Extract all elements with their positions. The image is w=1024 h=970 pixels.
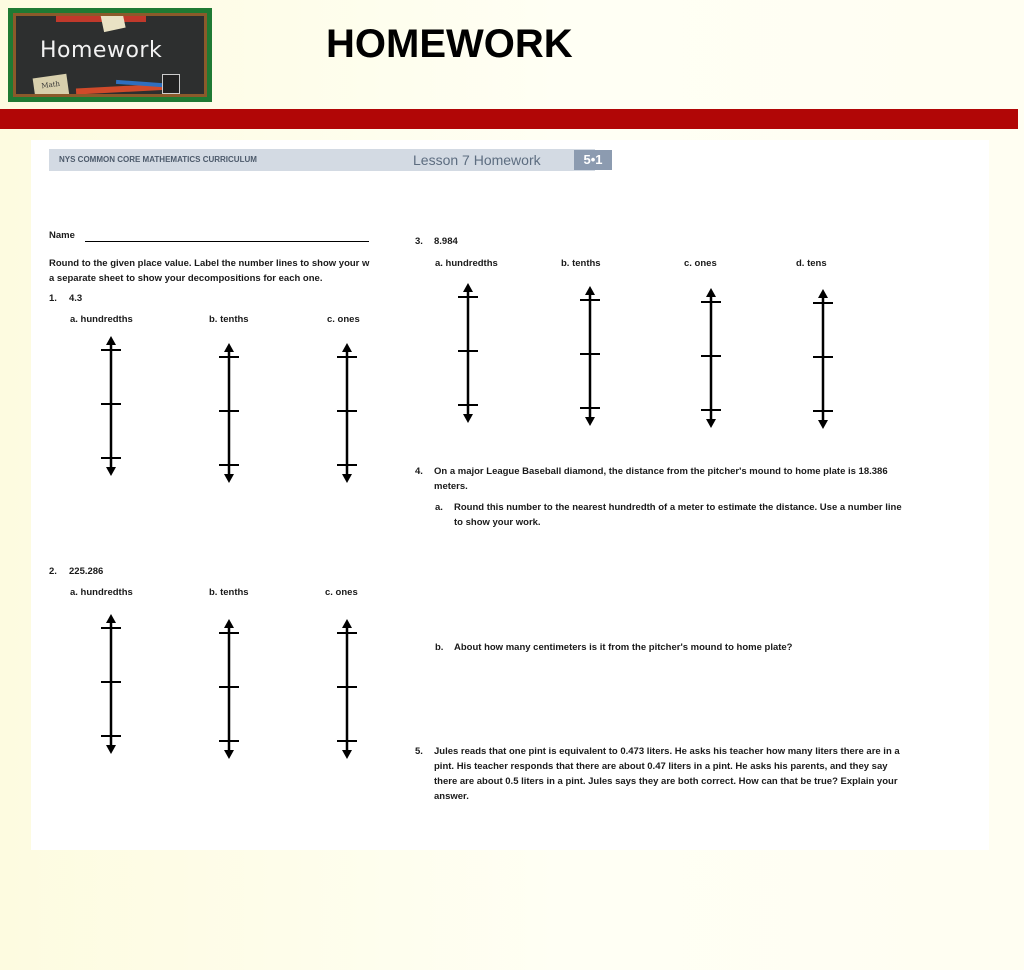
q5-line-3: there are about 0.5 liters in a pint. Jules says they are both correct. How can that be true? Explain your <box>434 776 898 787</box>
lesson-title: Lesson 7 Homework <box>413 152 541 168</box>
q3-part-b: b. tenths <box>561 258 601 269</box>
q4a-line-1: Round this number to the nearest hundredth of a meter to estimate the distance. Use a number line <box>454 502 902 513</box>
number-line[interactable] <box>96 336 126 476</box>
logo-book: Math <box>33 74 70 97</box>
chalkboard-image <box>13 13 207 97</box>
q3-number: 3. <box>415 236 423 247</box>
number-line[interactable] <box>214 343 244 483</box>
number-line[interactable] <box>575 286 605 426</box>
worksheet-header <box>49 149 603 171</box>
q5-number: 5. <box>415 746 423 757</box>
name-field-line[interactable] <box>85 241 369 242</box>
q5-line-4: answer. <box>434 791 469 802</box>
curriculum-label: NYS COMMON CORE MATHEMATICS CURRICULUM <box>59 155 257 164</box>
q1-value: 4.3 <box>69 293 83 304</box>
number-line[interactable] <box>332 619 362 759</box>
number-line[interactable] <box>332 343 362 483</box>
q1-number: 1. <box>49 293 57 304</box>
instructions-line-1: Round to the given place value. Label the number lines to show your w <box>49 258 370 269</box>
q2-part-b: b. tenths <box>209 587 249 598</box>
homework-logo <box>8 8 212 102</box>
q4-line-1: On a major League Baseball diamond, the distance from the pitcher's mound to home plate is 18.386 <box>434 466 888 477</box>
q1-part-a: a. hundredths <box>70 314 133 325</box>
q4-line-2: meters. <box>434 481 468 492</box>
q2-number: 2. <box>49 566 57 577</box>
q4-number: 4. <box>415 466 423 477</box>
q1-part-c: c. ones <box>327 314 360 325</box>
q2-part-c: c. ones <box>325 587 358 598</box>
q4a-label: a. <box>435 502 443 513</box>
q3-part-a: a. hundredths <box>435 258 498 269</box>
q3-value: 8.984 <box>434 236 458 247</box>
instructions-line-2: a separate sheet to show your decompositions for each one. <box>49 273 323 284</box>
q4b-text: About how many centimeters is it from the pitcher's mound to home plate? <box>454 642 793 653</box>
q1-part-b: b. tenths <box>209 314 249 325</box>
q4a-line-2: to show your work. <box>454 517 541 528</box>
logo-photo-card <box>100 13 125 32</box>
number-line[interactable] <box>696 288 726 428</box>
q3-part-c: c. ones <box>684 258 717 269</box>
number-line[interactable] <box>453 283 483 423</box>
name-label: Name <box>49 230 75 241</box>
number-line[interactable] <box>96 614 126 754</box>
lesson-badge: 5•1 <box>574 150 612 170</box>
number-line[interactable] <box>808 289 838 429</box>
page-title: HOMEWORK <box>326 22 573 66</box>
q5-line-2: pint. His teacher responds that there are about 0.47 liters in a pint. He asks his parents, and they say <box>434 761 888 772</box>
calculator-icon <box>162 74 180 94</box>
number-line[interactable] <box>214 619 244 759</box>
q5-line-1: Jules reads that one pint is equivalent to 0.473 liters. He asks his teacher how many liters there are in a <box>434 746 900 757</box>
q2-value: 225.286 <box>69 566 104 577</box>
q2-part-a: a. hundredths <box>70 587 133 598</box>
worksheet-page <box>31 140 989 850</box>
accent-divider <box>0 109 1018 129</box>
q4b-label: b. <box>435 642 444 653</box>
logo-text: Homework <box>40 38 163 63</box>
q3-part-d: d. tens <box>796 258 827 269</box>
